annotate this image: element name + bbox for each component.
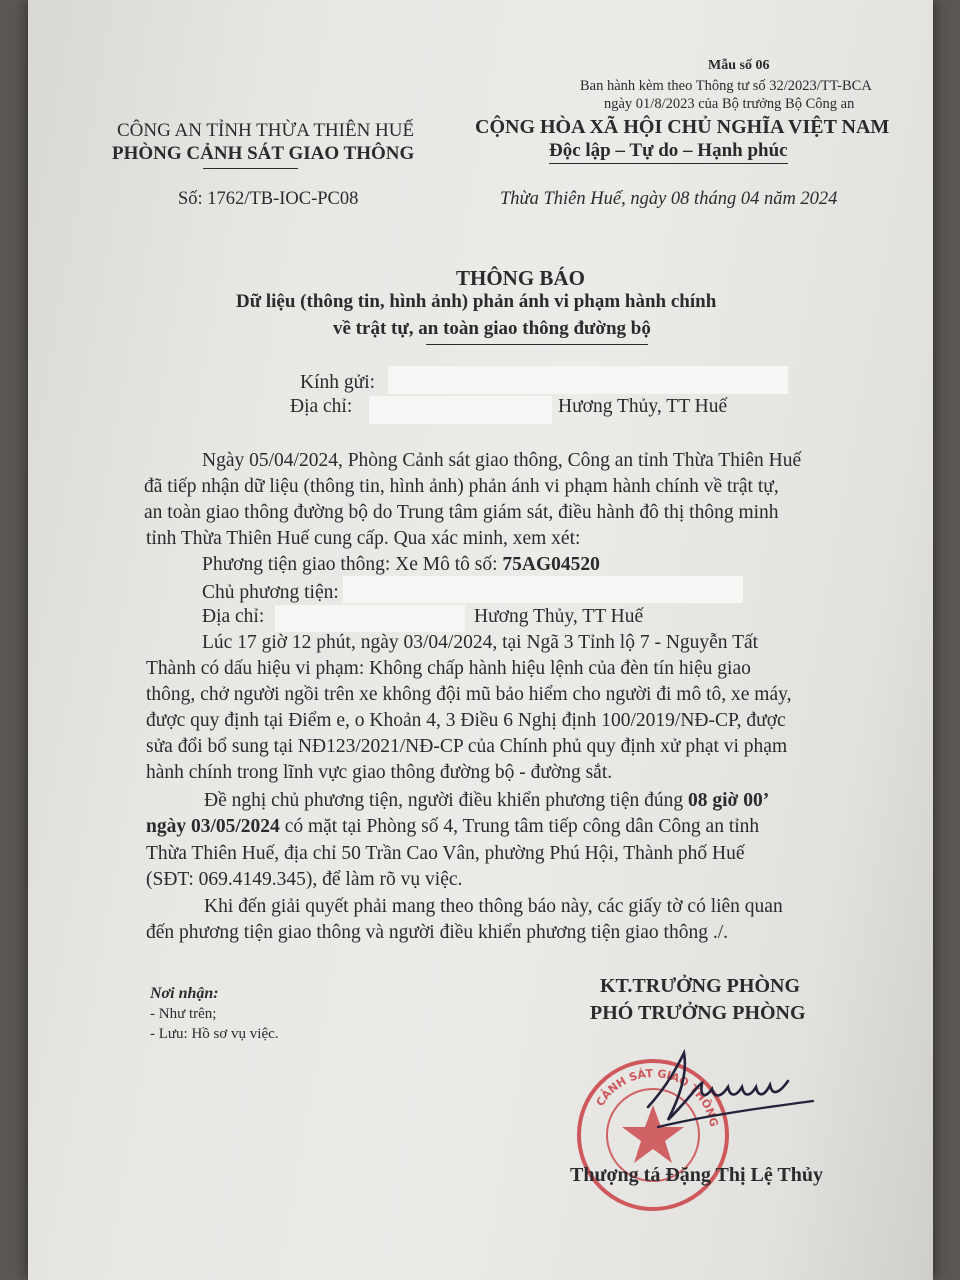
handwritten-signature-icon — [638, 1045, 818, 1135]
place-date: Thừa Thiên Huế, ngày 08 tháng 04 năm 2024 — [500, 189, 838, 209]
title-line-1: Dữ liệu (thông tin, hình ảnh) phản ánh vi phạm hành chính — [236, 291, 717, 312]
para3-line3: Thừa Thiên Huế, địa chỉ 50 Trần Cao Vân, phường Phú Hội, Thành phố Huế — [146, 843, 745, 864]
owner-address-suffix: Hương Thủy, TT Huế — [474, 606, 644, 627]
para3-line4: (SĐT: 069.4149.345), để làm rõ vụ việc. — [146, 869, 463, 890]
document-title: THÔNG BÁO — [456, 266, 585, 290]
plate-number: 75AG04520 — [502, 554, 600, 575]
signer-name: Thượng tá Đặng Thị Lệ Thủy — [570, 1164, 823, 1186]
para3-line1 — [204, 790, 769, 812]
vehicle-line — [202, 554, 600, 576]
national-motto: Độc lập – Tự do – Hạnh phúc — [549, 140, 788, 164]
recipient-item-1: - Như trên; — [150, 1006, 217, 1022]
para3-line2-text: có mặt tại Phòng số 4, Trung tâm tiếp công dân Công an tỉnh — [284, 816, 760, 837]
para1-line3: an toàn giao thông đường bộ do Trung tâm giám sát, điều hành đô thị thông minh — [144, 502, 779, 523]
title-underline — [426, 344, 648, 345]
address-label: Địa chỉ: — [290, 396, 353, 417]
agency-underline — [203, 168, 298, 169]
recipients-label: Nơi nhận: — [150, 985, 219, 1002]
para4-line1: Khi đến giải quyết phải mang theo thông báo này, các giấy tờ có liên quan — [204, 896, 783, 917]
redacted-owner — [343, 576, 743, 603]
owner-label: Chủ phương tiện: — [202, 582, 339, 603]
sign-title-2: PHÓ TRƯỞNG PHÒNG — [590, 1002, 806, 1024]
para1-line4: tỉnh Thừa Thiên Huế cung cấp. Qua xác minh, xem xét: — [146, 528, 581, 549]
redacted-address — [369, 396, 552, 424]
appointment-date: ngày 03/05/2024 — [146, 816, 280, 837]
address-suffix: Hương Thủy, TT Huế — [558, 396, 728, 417]
vehicle-label: Phương tiện giao thông: Xe Mô tô số: — [202, 554, 498, 575]
document-number: Số: 1762/TB-IOC-PC08 — [178, 189, 359, 209]
sign-title-1: KT.TRƯỞNG PHÒNG — [600, 975, 800, 997]
stamp-text: CẢNH SÁT GIAO THÔNG — [593, 1066, 721, 1128]
para1-line1: Ngày 05/04/2024, Phòng Cảnh sát giao thông, Công an tỉnh Thừa Thiên Huế — [202, 450, 802, 471]
para2-line5: sửa đổi bổ sung tại NĐ123/2021/NĐ-CP của Chính phủ quy định xử phạt vi phạm — [146, 736, 788, 757]
redacted-recipient — [388, 366, 788, 394]
para3-line1-text: Đề nghị chủ phương tiện, người điều khiển phương tiện đúng — [204, 790, 684, 811]
para2-line3: thông, chở người ngồi trên xe không đội mũ bảo hiểm cho người đi mô tô, xe máy, — [146, 684, 792, 705]
para4-line2: đến phương tiện giao thông và người điều khiển phương tiện giao thông ./. — [146, 922, 729, 943]
para1-line2: đã tiếp nhận dữ liệu (thông tin, hình ảnh) phản ánh vi phạm hành chính về trật tự, — [144, 476, 779, 497]
agency-parent: CÔNG AN TỈNH THỪA THIÊN HUẾ — [117, 120, 415, 141]
agency-name: PHÒNG CẢNH SÁT GIAO THÔNG — [112, 143, 415, 164]
owner-address-label: Địa chỉ: — [202, 606, 265, 627]
country-name: CỘNG HÒA XÃ HỘI CHỦ NGHĨA VIỆT NAM — [475, 116, 890, 138]
para2-line1: Lúc 17 giờ 12 phút, ngày 03/04/2024, tại Ngã 3 Tỉnh lộ 7 - Nguyễn Tất — [202, 632, 759, 653]
title-line-2: về trật tự, an toàn giao thông đường bộ — [333, 318, 651, 339]
document-page — [28, 0, 933, 1280]
para2-line6: hành chính trong lĩnh vực giao thông đường bộ - đường sắt. — [146, 762, 613, 783]
form-number: Mẫu số 06 — [708, 58, 770, 73]
recipient-item-2: - Lưu: Hồ sơ vụ việc. — [150, 1026, 279, 1042]
recipient-label: Kính gửi: — [300, 372, 376, 393]
para2-line4: được quy định tại Điểm e, o Khoản 4, 3 Điều 6 Nghị định 100/2019/NĐ-CP, được — [146, 710, 786, 731]
issued-date: ngày 01/8/2023 của Bộ trưởng Bộ Công an — [604, 96, 855, 112]
issued-with: Ban hành kèm theo Thông tư số 32/2023/TT-BCA — [580, 78, 872, 94]
appointment-time: 08 giờ 00’ — [688, 790, 770, 811]
para2-line2: Thành có dấu hiệu vi phạm: Không chấp hành hiệu lệnh của đèn tín hiệu giao — [146, 658, 751, 679]
redacted-owner-address — [275, 605, 465, 632]
para3-line2 — [146, 816, 759, 838]
